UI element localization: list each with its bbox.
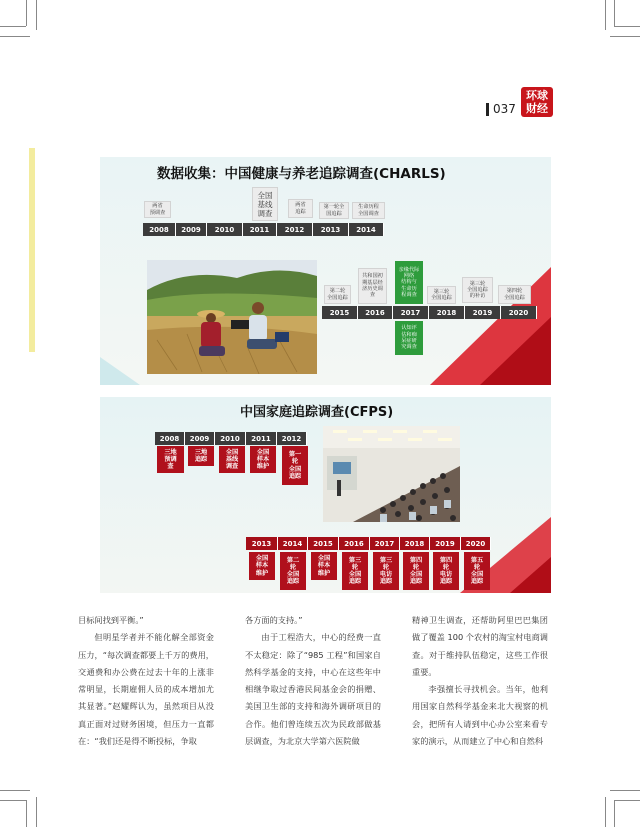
cfps-event: 全国 样本 维护 bbox=[250, 446, 276, 473]
crop-mark bbox=[36, 797, 37, 827]
cfps-event: 三地 追踪 bbox=[188, 446, 214, 466]
year-cell: 2015 bbox=[308, 537, 339, 550]
field-survey-illustration bbox=[147, 260, 317, 374]
paragraph: 各方面的支持。” bbox=[245, 615, 303, 625]
year-cell: 2012 bbox=[277, 432, 307, 445]
year-cell: 2011 bbox=[243, 223, 277, 236]
year-cell: 2016 bbox=[339, 537, 370, 550]
year-cell: 2018 bbox=[400, 537, 430, 550]
crop-mark bbox=[36, 0, 37, 30]
paragraph: 李强擅长寻找机会。当年，他利用国家自然科学基金来北大视察的机会，把所有人请到中心办公室来看专家的演示，从而建立了中心和自然科 bbox=[412, 684, 548, 747]
cfps-event: 三地 预调 查 bbox=[157, 446, 184, 473]
crop-mark bbox=[0, 790, 30, 791]
crop-mark bbox=[0, 26, 26, 27]
paragraph: 由于工程浩大，中心的经费一直不太稳定：除了“985 工程”和国家自然科学基金的支持，中心在这些年中相继争取过香港民间基金会的捐赠、美国卫生部的支持和海外调研项目的合作。他们曾连续五次为民政部做基层调查，为北京大学第六医院做 bbox=[245, 632, 381, 747]
year-cell: 2008 bbox=[143, 223, 176, 236]
cfps-event: 全国 基线 调查 bbox=[219, 446, 245, 473]
cfps-yearbar-bottom bbox=[246, 537, 491, 550]
crop-mark bbox=[0, 36, 30, 37]
event-life-history: 生命历程 全国调查 bbox=[352, 202, 385, 219]
year-cell: 2009 bbox=[185, 432, 215, 445]
text-column-2 bbox=[245, 612, 381, 750]
field-survey-photo bbox=[147, 260, 317, 374]
year-cell: 2014 bbox=[278, 537, 308, 550]
magazine-logo bbox=[521, 87, 553, 117]
crop-mark bbox=[614, 0, 615, 26]
cfps-event: 第二 轮 全国 追踪 bbox=[280, 552, 306, 590]
crop-mark bbox=[610, 790, 640, 791]
cfps-yearbar-top bbox=[155, 432, 307, 445]
year-cell: 2016 bbox=[358, 306, 393, 319]
year-cell: 2017 bbox=[370, 537, 400, 550]
year-cell: 2008 bbox=[155, 432, 185, 445]
crop-mark bbox=[614, 800, 615, 827]
year-cell: 2014 bbox=[349, 223, 384, 236]
text-column-1 bbox=[78, 612, 214, 750]
cfps-event: 第四 轮 全国 追踪 bbox=[403, 552, 429, 590]
crop-mark bbox=[614, 26, 640, 27]
margin-color-strip bbox=[29, 148, 35, 352]
cfps-event: 全国 样本 维护 bbox=[311, 552, 337, 580]
event-family-network: 亲缘代际 网络 结构与 生命历 程调查 bbox=[395, 261, 423, 304]
year-cell: 2010 bbox=[207, 223, 243, 236]
cfps-event: 第五 轮 全国 追踪 bbox=[464, 552, 490, 590]
year-cell: 2017 bbox=[393, 306, 429, 319]
charls-yearbar-bottom bbox=[322, 306, 537, 319]
crop-mark bbox=[605, 0, 606, 30]
lecture-hall-illustration bbox=[323, 426, 460, 522]
cfps-event: 第四 轮 电访 追踪 bbox=[433, 552, 459, 590]
crop-mark bbox=[605, 797, 606, 827]
charls-panel bbox=[100, 157, 551, 385]
logo-text-line2: 财经 bbox=[526, 102, 548, 115]
event-pilot: 两省 预调查 bbox=[144, 201, 171, 218]
charls-yearbar-top bbox=[143, 223, 384, 236]
year-cell: 2015 bbox=[322, 306, 358, 319]
year-cell: 2018 bbox=[429, 306, 465, 319]
cfps-event: 第三 轮 全国 追踪 bbox=[342, 552, 368, 590]
cfps-event: 全国 样本 维护 bbox=[249, 552, 275, 580]
event-baseline: 全国 基线 调查 bbox=[252, 187, 278, 221]
page-number: 037 bbox=[486, 103, 516, 116]
cfps-title: 中国家庭追踪调查(CFPS) bbox=[240, 405, 394, 420]
year-cell: 2013 bbox=[313, 223, 349, 236]
crop-mark bbox=[26, 0, 27, 26]
event-wave4: 第四轮 全国追踪 bbox=[498, 285, 531, 304]
event-wave3-supplement: 第三轮 全国追踪 的补访 bbox=[462, 277, 493, 303]
paragraph: 精神卫生调查，还帮助阿里巴巴集团做了覆盖 100 个农村的淘宝村电商调查。对于维持队伍稳定，这些工作很重要。 bbox=[412, 615, 548, 677]
year-cell: 2020 bbox=[501, 306, 537, 319]
event-two-track: 两省 追踪 bbox=[288, 199, 313, 218]
year-cell: 2010 bbox=[215, 432, 246, 445]
year-cell: 2009 bbox=[176, 223, 207, 236]
cfps-event: 第一 轮 全国 追踪 bbox=[282, 446, 308, 485]
crop-mark bbox=[614, 800, 640, 801]
crop-mark bbox=[26, 800, 27, 827]
year-cell: 2019 bbox=[465, 306, 501, 319]
event-cognition: 认知评 估和痴 呆症研 究调查 bbox=[395, 321, 423, 355]
logo-text-line1: 环球 bbox=[526, 89, 548, 102]
event-wave1: 第一轮全 国追踪 bbox=[319, 202, 349, 219]
event-wave3: 第三轮 全国追踪 bbox=[427, 286, 456, 304]
year-cell: 2011 bbox=[246, 432, 277, 445]
lecture-hall-photo bbox=[323, 426, 460, 522]
crop-mark bbox=[0, 800, 26, 801]
paragraph: 但明星学者并不能化解全部资金压力，“每次调查都要上千万的费用，交通费和办公费在过去十年的上涨非常明显，长期雇佣人员的成本增加尤其显著。”赵耀辉认为，虽然项目从没真正面对过财务困境，但压力一直都在：“我们还是得不断投标，争取 bbox=[78, 632, 214, 747]
year-cell: 2012 bbox=[277, 223, 313, 236]
text-column-3 bbox=[412, 612, 548, 750]
cfps-panel bbox=[100, 397, 551, 593]
charls-title: 数据收集：中国健康与养老追踪调查(CHARLS) bbox=[157, 166, 446, 182]
year-cell: 2020 bbox=[461, 537, 491, 550]
event-joint-history: 共和国初 期基层经 济历史调 查 bbox=[358, 268, 387, 304]
cfps-event: 第三 轮 电访 追踪 bbox=[373, 552, 399, 590]
event-wave2: 第二轮 全国追踪 bbox=[324, 285, 351, 304]
year-cell: 2013 bbox=[246, 537, 278, 550]
year-cell: 2019 bbox=[430, 537, 461, 550]
crop-mark bbox=[610, 36, 640, 37]
paragraph: 目标间找到平衡。” bbox=[78, 615, 144, 625]
